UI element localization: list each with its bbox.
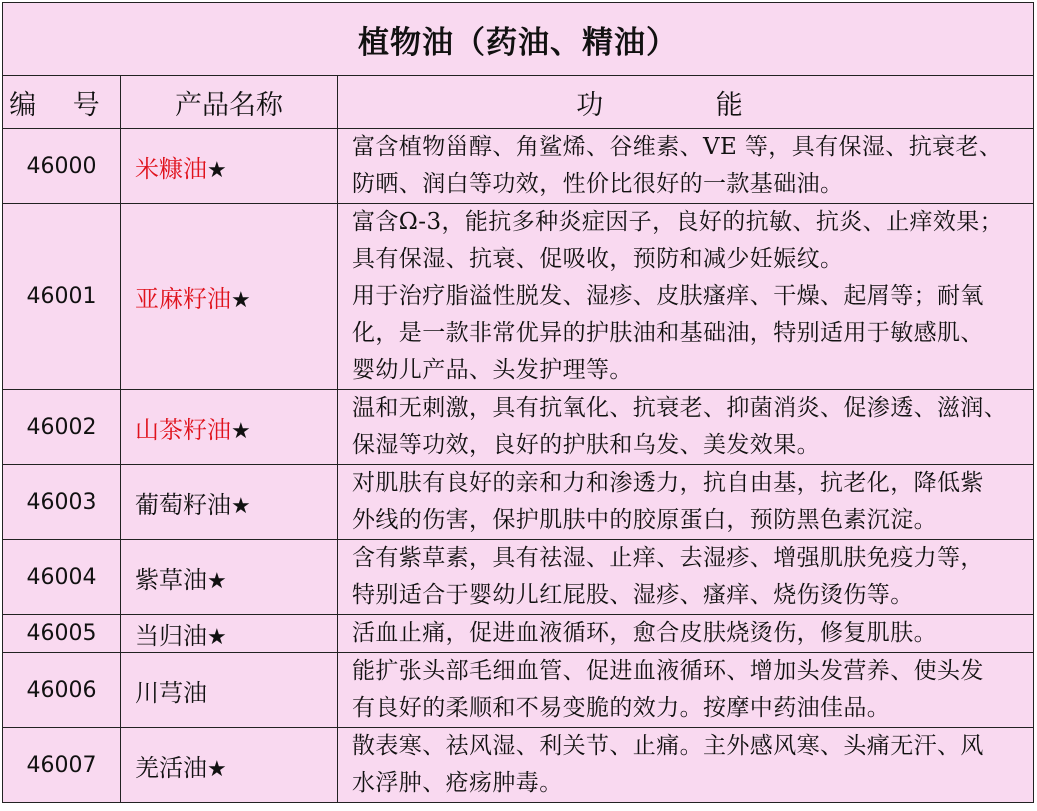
table-title: 植物油（药油、精油） (3, 3, 1034, 76)
header-name: 产品名称 (121, 76, 338, 129)
product-function (338, 540, 1034, 615)
product-name: 米糠油 (135, 154, 207, 183)
product-name-cell (121, 465, 338, 540)
table-row (3, 540, 1034, 615)
table-row (3, 204, 1034, 390)
product-name: 当归油 (135, 622, 207, 650)
star-icon: ★ (231, 418, 251, 444)
product-name-cell (121, 390, 338, 465)
product-name: 紫草油 (135, 565, 207, 594)
star-icon: ★ (231, 288, 251, 313)
star-icon: ★ (207, 756, 227, 782)
product-name-cell (121, 204, 338, 390)
star-icon: ★ (207, 157, 227, 183)
table-row (3, 129, 1034, 204)
table-row (3, 653, 1034, 728)
product-table (2, 2, 1034, 803)
function-line: 具有保湿、抗衰、促吸收，预防和减少妊娠纹。 (352, 246, 844, 272)
product-name: 葡萄籽油 (135, 490, 231, 519)
function-line: 防晒、润白等功效，性价比很好的一款基础油。 (352, 171, 844, 197)
product-name: 川芎油 (135, 678, 207, 707)
star-icon: ★ (207, 625, 227, 650)
function-line: 水浮肿、疮疡肿毒。 (352, 770, 563, 796)
function-line: 婴幼儿产品、头发护理等。 (352, 357, 633, 383)
product-function (338, 129, 1034, 204)
product-name-cell (121, 615, 338, 653)
title-row (3, 3, 1034, 76)
product-name-cell (121, 540, 338, 615)
function-line: 活血止痛，促进血液循环，愈合皮肤烧烫伤，修复肌肤。 (352, 620, 937, 646)
product-code: 46000 (3, 129, 121, 204)
table-row (3, 615, 1034, 653)
function-line: 富含Ω-3，能抗多种炎症因子，良好的抗敏、抗炎、止痒效果； (352, 209, 1004, 235)
product-function (338, 728, 1034, 803)
header-function: 功 能 (338, 76, 1034, 129)
product-code: 46007 (3, 728, 121, 803)
product-name: 山茶籽油 (135, 415, 231, 444)
star-icon: ★ (231, 493, 251, 519)
function-line: 富含植物甾醇、角鲨烯、谷维素、VE 等，具有保湿、抗衰老、 (352, 134, 1003, 160)
function-line: 保湿等功效，良好的护肤和乌发、美发效果。 (352, 432, 820, 458)
header-code: 编 号 (3, 76, 121, 129)
function-line: 对肌肤有良好的亲和力和渗透力，抗自由基，抗老化，降低紫 (352, 470, 984, 496)
product-code: 46003 (3, 465, 121, 540)
table-row (3, 390, 1034, 465)
product-function (338, 204, 1034, 390)
product-code: 46004 (3, 540, 121, 615)
product-function (338, 390, 1034, 465)
function-line: 含有紫草素，具有祛湿、止痒、去湿疹、增强肌肤免疫力等， (352, 545, 984, 571)
function-line: 化，是一款非常优异的护肤油和基础油，特别适用于敏感肌、 (352, 320, 984, 346)
product-code: 46001 (3, 204, 121, 390)
function-line: 特别适合于婴幼儿红屁股、湿疹、瘙痒、烧伤烫伤等。 (352, 582, 914, 608)
table-row (3, 465, 1034, 540)
product-name-cell (121, 728, 338, 803)
product-name: 羌活油 (135, 753, 207, 782)
product-name: 亚麻籽油 (135, 285, 231, 313)
product-function (338, 653, 1034, 728)
function-line: 散表寒、祛风湿、利关节、止痛。主外感风寒、头痛无汗、风 (352, 733, 984, 759)
product-code: 46002 (3, 390, 121, 465)
function-line: 温和无刺激，具有抗氧化、抗衰老、抑菌消炎、促渗透、滋润、 (352, 395, 1008, 421)
product-function (338, 615, 1034, 653)
function-line: 能扩张头部毛细血管、促进血液循环、增加头发营养、使头发 (352, 658, 984, 684)
header-row (3, 76, 1034, 129)
function-line: 用于治疗脂溢性脱发、湿疹、皮肤瘙痒、干燥、起屑等；耐氧 (352, 283, 984, 309)
star-icon: ★ (207, 568, 227, 594)
product-name-cell (121, 129, 338, 204)
product-function (338, 465, 1034, 540)
function-line: 外线的伤害，保护肌肤中的胶原蛋白，预防黑色素沉淀。 (352, 507, 937, 533)
function-line: 有良好的柔顺和不易变脆的效力。按摩中药油佳品。 (352, 695, 891, 721)
product-code: 46006 (3, 653, 121, 728)
product-code: 46005 (3, 615, 121, 653)
table-row (3, 728, 1034, 803)
product-name-cell (121, 653, 338, 728)
